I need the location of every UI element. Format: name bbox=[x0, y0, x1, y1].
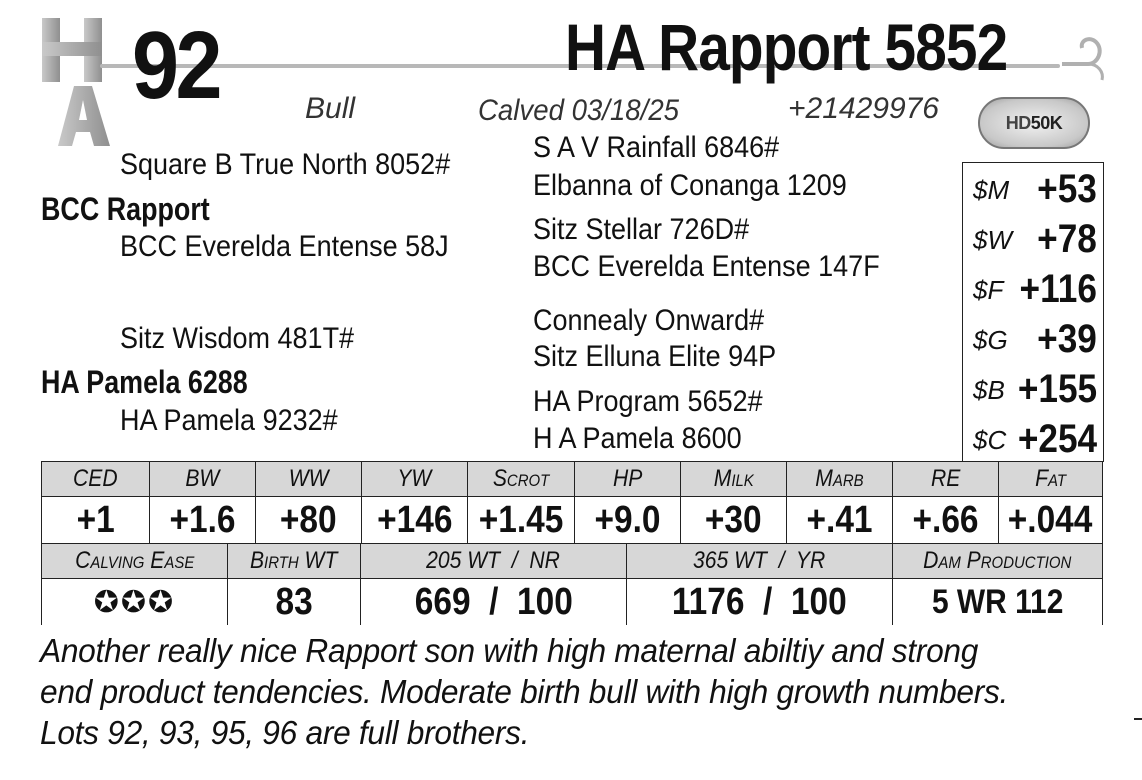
epd-value-row bbox=[42, 497, 1102, 543]
pedigree-sire: BCC Rapport bbox=[41, 191, 210, 227]
perf-value-dam-production: 5 WR 112 bbox=[892, 579, 1102, 625]
pedigree-right-2: Elbanna of Conanga 1209 bbox=[533, 169, 847, 202]
index-value: +155 bbox=[1017, 367, 1097, 411]
pedigree-dam: HA Pamela 6288 bbox=[41, 364, 248, 400]
index-label: $M bbox=[973, 175, 1010, 205]
epd-header-ced: CED bbox=[73, 465, 118, 492]
perf-value-205-wt: 669 / 100 bbox=[360, 579, 626, 625]
epd-value-milk: +30 bbox=[680, 497, 786, 543]
epd-header-bw: BW bbox=[149, 462, 255, 496]
brand-hook-icon bbox=[1058, 30, 1118, 90]
performance-header-row bbox=[42, 544, 1102, 578]
epd-header-yw: YW bbox=[361, 462, 467, 496]
index-label: $B bbox=[973, 375, 1005, 405]
perf-value-birth-wt: 83 bbox=[227, 579, 360, 625]
epd-value-scrot: +1.45 bbox=[467, 497, 574, 543]
epd-header-milk: Milk bbox=[680, 462, 786, 496]
index-value: +116 bbox=[1019, 267, 1097, 311]
pedigree-right-1: S A V Rainfall 6846# bbox=[533, 131, 780, 164]
index-label: $G bbox=[973, 325, 1008, 355]
epd-header-scrot: Scrot bbox=[467, 462, 574, 496]
pedigree-right-8: H A Pamela 8600 bbox=[533, 422, 742, 455]
epd-header-marb: Marb bbox=[786, 462, 892, 496]
epd-value-bw: +1.6 bbox=[149, 497, 255, 543]
index-row-c bbox=[963, 413, 1103, 463]
comment-line: Lots 92, 93, 95, 96 are full brothers. bbox=[40, 714, 530, 751]
epd-value-fat: +.044 bbox=[998, 497, 1102, 543]
perf-header-birth-wt: Birth WT bbox=[227, 544, 360, 578]
pedigree-dam-dam: HA Pamela 9232# bbox=[120, 404, 338, 437]
epd-value-ced: +1 bbox=[76, 498, 115, 541]
epd-value-hp: +9.0 bbox=[574, 497, 680, 543]
index-label: $F bbox=[973, 275, 1004, 305]
dollar-index-box bbox=[962, 162, 1104, 462]
pedigree-right-3: Sitz Stellar 726D# bbox=[533, 213, 750, 246]
perf-header-dam-production: Dam Production bbox=[892, 544, 1102, 578]
registration-number: +21429976 bbox=[788, 92, 939, 125]
epd-header-hp: HP bbox=[574, 462, 680, 496]
index-label: $W bbox=[973, 225, 1012, 255]
epd-header-fat: Fat bbox=[998, 462, 1102, 496]
performance-value-row bbox=[42, 579, 1102, 625]
pedigree-right-4: BCC Everelda Entense 147F bbox=[533, 250, 880, 283]
comment-line: Another really nice Rapport son with high maternal abiltiy and strong bbox=[40, 632, 979, 669]
epd-header-ww: WW bbox=[255, 462, 361, 496]
index-label: $C bbox=[973, 425, 1007, 455]
perf-value-calving-ease bbox=[42, 579, 227, 625]
comment-line: end product tendencies. Moderate birth bull with high growth numbers. bbox=[40, 673, 1009, 710]
epd-value-re: +.66 bbox=[892, 497, 998, 543]
badge-prefix: HD bbox=[1005, 112, 1031, 133]
index-value: +53 bbox=[1037, 167, 1097, 211]
pedigree-right-6: Sitz Elluna Elite 94P bbox=[533, 340, 777, 373]
index-row-w bbox=[963, 213, 1103, 263]
epd-value-ww: +80 bbox=[255, 497, 361, 543]
index-row-b bbox=[963, 363, 1103, 413]
epd-table bbox=[41, 461, 1103, 625]
lot-number: 92 bbox=[132, 12, 219, 119]
epd-value-marb: +.41 bbox=[786, 497, 892, 543]
epd-header-row bbox=[42, 462, 1102, 496]
lot-comment bbox=[40, 630, 1110, 753]
pedigree-right-5: Connealy Onward# bbox=[533, 304, 765, 337]
epd-value-yw: +146 bbox=[361, 497, 467, 543]
animal-name: HA Rapport 5852 bbox=[565, 10, 1008, 84]
perf-header-calving-ease: Calving Ease bbox=[74, 547, 195, 574]
pedigree-right-7: HA Program 5652# bbox=[533, 385, 763, 418]
animal-sex: Bull bbox=[305, 92, 356, 125]
epd-header-re: RE bbox=[892, 462, 998, 496]
edge-mark bbox=[1134, 718, 1142, 720]
perf-value-365-wt: 1176 / 100 bbox=[626, 579, 892, 625]
index-value: +78 bbox=[1037, 217, 1097, 261]
index-value: +39 bbox=[1037, 317, 1097, 361]
index-row-m bbox=[963, 163, 1103, 213]
index-row-f bbox=[963, 263, 1103, 313]
index-row-g bbox=[963, 313, 1103, 363]
perf-header-365-wt: 365 WT / YR bbox=[626, 544, 892, 578]
badge-suffix: 50K bbox=[1030, 112, 1063, 133]
pedigree-sire-dam: BCC Everelda Entense 58J bbox=[120, 230, 449, 263]
calving-ease-stars-icon: ✪✪✪ bbox=[93, 585, 176, 619]
pedigree-sire-sire: Square B True North 8052# bbox=[120, 148, 451, 181]
calved-date: Calved 03/18/25 bbox=[478, 94, 680, 127]
hd50k-badge bbox=[978, 97, 1090, 149]
pedigree-dam-sire: Sitz Wisdom 481T# bbox=[120, 322, 355, 355]
perf-header-205-wt: 205 WT / NR bbox=[360, 544, 626, 578]
index-value: +254 bbox=[1017, 417, 1097, 461]
